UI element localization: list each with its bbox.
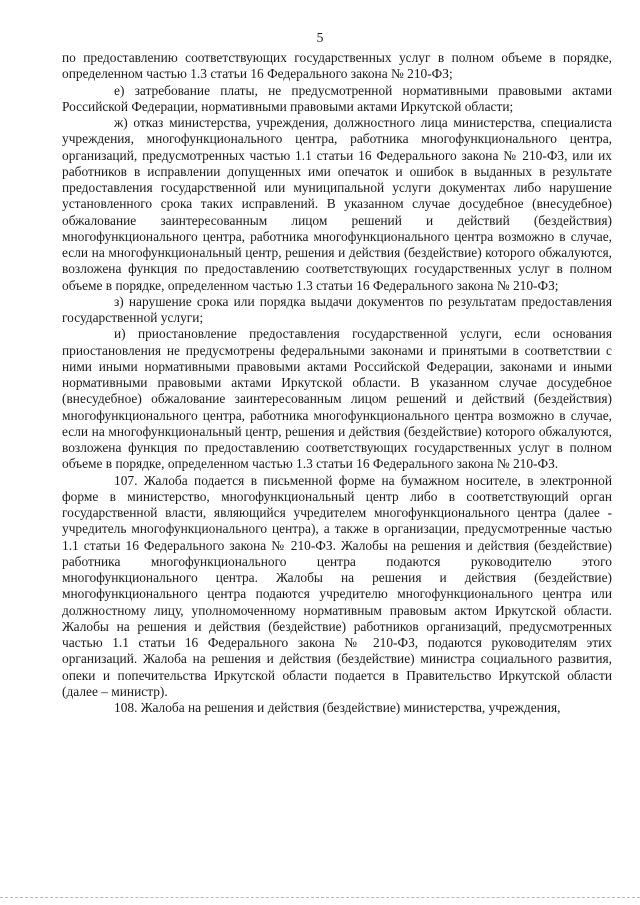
paragraph-continuation: по предоставлению соответствующих государственных услуг в полном объеме в порядке, определенном частью 1.3 статьи 16 Федерального закона № 210-ФЗ; bbox=[62, 50, 612, 82]
paragraph-108: 108. Жалоба на решения и действия (бездействие) министерства, учреждения, bbox=[114, 700, 561, 715]
paragraph-item-e: е) затребование платы, не предусмотренной нормативными правовыми актами Российской Федерации, нормативными правовыми актами Иркутской области; bbox=[62, 82, 612, 114]
paragraph-item-z: з) нарушение срока или порядка выдачи документов по результатам предоставления государственной услуги; bbox=[62, 293, 612, 325]
page-bottom-edge bbox=[0, 897, 640, 898]
paragraph-item-i: и) приостановление предоставления государственной услуги, если основания приостановления не предусмотрены федеральными законами и принятыми в соответствии с ними иными нормативными правовыми актами Российской Федерации, законами и иными нормативными правовыми актами Иркутской области. В указанном случае досудебное (внесудебное) обжалование заинтересованным лицом решений и действий (бездействия) многофункционального центра, работника многофункционального центра возможно в случае, если на многофункциональный центр, решения и действия (бездействие) которого обжалуются, возложена функция по предоставлению соответствующих государственных услуг в полном объеме в порядке, определенном частью 1.3 статьи 16 Федерального закона № 210-ФЗ. bbox=[62, 326, 612, 472]
page-number: 5 bbox=[316, 30, 324, 45]
document-body bbox=[62, 50, 612, 716]
paragraph-item-zh: ж) отказ министерства, учреждения, должностного лица министерства, специалиста учреждения, многофункционального центра, работника многофункционального центра, организаций, предусмотренных частью 1.1 статьи 16 Федерального закона № 210-ФЗ, или их работников в исправлении допущенных ими опечаток и ошибок в выданных в результате предоставления государственной или муниципальной услуги документах либо нарушение установленного срока таких исправлений. В указанном случае досудебное (внесудебное) обжалование заинтересованным лицом решений и действий (бездействия) многофункционального центра, работника многофункционального центра возможно в случае, если на многофункциональный центр, решения и действия (бездействие) которого обжалуются, возложена функция по предоставлению соответствующих государственных услуг в полном объеме в порядке, определенном частью 1.3 статьи 16 Федерального закона № 210-ФЗ; bbox=[62, 115, 612, 293]
paragraph-107: 107. Жалоба подается в письменной форме на бумажном носителе, в электронной форме в министерство, многофункциональный центр либо в соответствующий орган государственной власти, являющийся учредителем многофункционального центра (далее - учредитель многофункционального центра), а также в организации, предусмотренные частью 1.1 статьи 16 Федерального закона № 210-ФЗ. Жалобы на решения и действия (бездействие) работника многофункционального центра подаются руководителю этого многофункционального центра. Жалобы на решения и действия (бездействие) многофункционального центра подаются учредителю многофункционального центра или должностному лицу, уполномоченному нормативным правовым актом Иркутской области. Жалобы на решения и действия (бездействие) работников организаций, предусмотренных частью 1.1 статьи 16 Федерального закона № 210-ФЗ, подаются руководителям этих организаций. Жалоба на решения и действия (бездействие) министра социального развития, опеки и попечительства Иркутской области подается в Правительство Иркутской области (далее – министр). bbox=[62, 472, 612, 699]
